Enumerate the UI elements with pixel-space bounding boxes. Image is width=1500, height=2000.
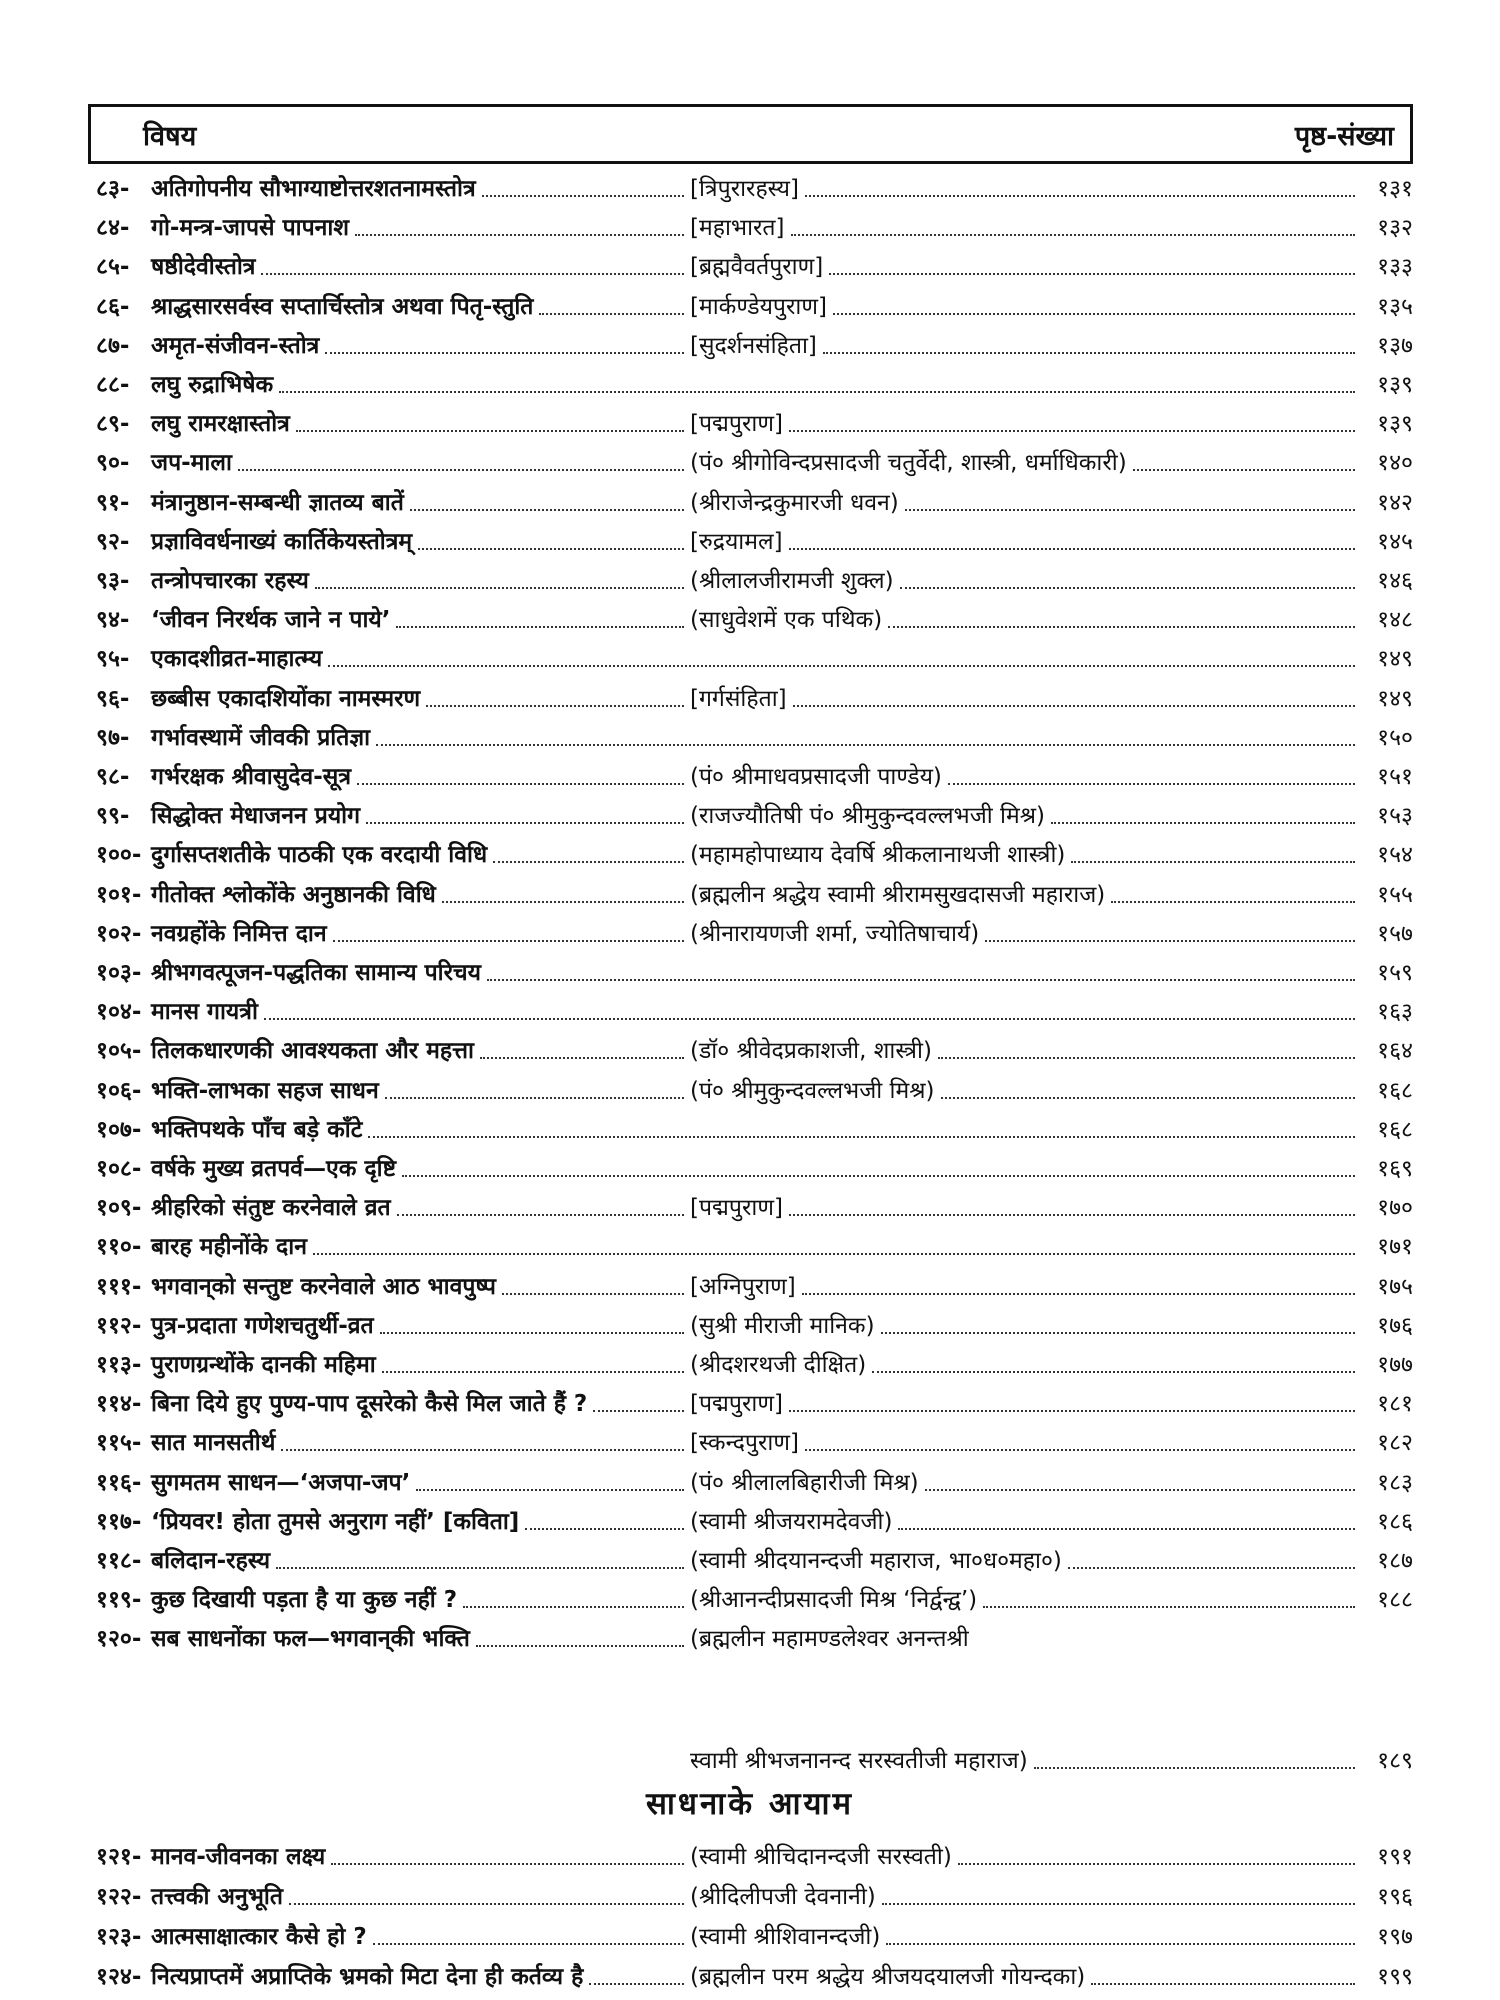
- leader-dots: [493, 861, 684, 863]
- leader-dots: [376, 744, 1355, 746]
- leader-dots: [313, 1253, 1355, 1255]
- entry-page: १३९: [1377, 372, 1413, 398]
- entry-page: १३७: [1377, 332, 1413, 359]
- toc-entry: [96, 556, 1413, 596]
- entry-source: [स्कन्दपुराण]: [690, 1430, 799, 1457]
- entry-source: [ब्रह्मवैवर्तपुराण]: [690, 254, 824, 281]
- leader-dots: [328, 665, 1355, 667]
- entry-title: गो-मन्त्र-जापसे पापनाश: [151, 215, 350, 242]
- entry-title: लघु रामरक्षास्तोत्र: [151, 411, 290, 438]
- leader-dots: [296, 430, 684, 432]
- entry-page: १४५: [1377, 528, 1413, 555]
- entry-title: गर्भरक्षक श्रीवासुदेव-सूत्र: [151, 764, 352, 790]
- entry-number: १२३-: [96, 1924, 142, 1950]
- leader-dots: [1091, 1983, 1355, 1985]
- entry-source: (ब्रह्मलीन परम श्रद्धेय श्रीजयदयालजी गोयन्दका): [690, 1964, 1086, 1990]
- leader-dots: [593, 1410, 684, 1412]
- leader-dots: [829, 273, 1355, 275]
- entry-page: १७५: [1377, 1273, 1413, 1300]
- leader-dots: [442, 901, 684, 903]
- leader-dots: [480, 1057, 684, 1059]
- entry-title: नवग्रहोंके निमित्त दान: [151, 920, 327, 947]
- leader-dots: [397, 1214, 684, 1216]
- leader-dots: [463, 1606, 684, 1608]
- leader-dots: [410, 509, 684, 511]
- toc-entry: [96, 164, 1413, 204]
- entry-source: (पं० श्रीमाधवप्रसादजी पाण्डेय): [690, 764, 942, 790]
- entry-source: [सुदर्शनसंहिता]: [690, 332, 817, 359]
- toc-entry: [96, 242, 1413, 282]
- entry-page: १८७: [1377, 1548, 1413, 1574]
- toc-entry: [96, 321, 1413, 361]
- entry-title: जप-माला: [151, 450, 232, 477]
- leader-dots: [325, 352, 684, 354]
- entry-source: (श्रीदशरथजी दीक्षित): [690, 1352, 867, 1378]
- entry-source: (श्रीदिलीपजी देवनानी): [690, 1884, 876, 1910]
- entry-page: १५४: [1377, 842, 1413, 869]
- leader-dots: [380, 1332, 684, 1334]
- leader-dots: [789, 548, 1355, 550]
- leader-dots: [416, 1489, 684, 1491]
- entry-title: नित्यप्राप्तमें अप्राप्तिके भ्रमको मिटा देना ही कर्तव्य है: [151, 1964, 584, 1990]
- entry-source: (स्वामी श्रीशिवानन्दजी): [690, 1924, 881, 1950]
- entry-number: १२१-: [96, 1844, 142, 1870]
- leader-dots: [886, 1943, 1355, 1945]
- entry-title: मंत्रानुष्ठान-सम्बन्धी ज्ञातव्य बातें: [151, 489, 404, 516]
- leader-dots: [888, 626, 1355, 628]
- leader-dots: [898, 1528, 1355, 1530]
- leader-dots: [373, 1943, 684, 1945]
- toc-entry: [96, 752, 1413, 792]
- leader-dots: [281, 1449, 684, 1451]
- entry-page: १९७: [1377, 1924, 1413, 1950]
- entry-page: १९६: [1377, 1884, 1413, 1910]
- entry-title: तन्त्रोपचारका रहस्य: [151, 568, 309, 594]
- leader-dots: [482, 195, 684, 197]
- leader-dots: [793, 705, 1355, 707]
- entry-number: ८४-: [96, 215, 130, 242]
- entry-number: १०३-: [96, 960, 142, 986]
- entry-number: ९३-: [96, 568, 130, 594]
- leader-dots: [882, 1903, 1355, 1905]
- toc-entry: [96, 1458, 1413, 1498]
- leader-dots: [276, 1567, 684, 1569]
- leader-dots: [1133, 469, 1355, 471]
- entry-source: (राजज्यौतिषी पं० श्रीमुकुन्दवल्लभजी मिश्र): [690, 803, 1046, 830]
- leader-dots: [958, 1863, 1355, 1865]
- toc-entry: [96, 1418, 1413, 1458]
- leader-dots: [366, 822, 684, 824]
- entry-page: १४०: [1377, 450, 1413, 477]
- entry-page: १८६: [1377, 1508, 1413, 1535]
- leader-dots: [983, 1606, 1355, 1608]
- entry-number: ११३-: [96, 1352, 142, 1378]
- leader-dots: [289, 1903, 684, 1905]
- entry-page: १४९: [1377, 685, 1413, 712]
- toc-entry: [96, 1026, 1413, 1066]
- entry-source: (स्वामी श्रीचिदानन्दजी सरस्वती): [690, 1844, 952, 1870]
- entry-number: ९८-: [96, 764, 130, 790]
- entry-title: सुगमतम साधन—‘अजपा-जप’: [151, 1469, 411, 1496]
- leader-dots: [1034, 1767, 1355, 1769]
- entry-number: ११६-: [96, 1469, 142, 1496]
- leader-dots: [502, 1293, 684, 1295]
- toc-entry: [96, 1105, 1413, 1145]
- entry-title: श्रीभगवत्पूजन-पद्धतिका सामान्य परिचय: [151, 960, 481, 986]
- entry-title: ‘प्रियवर! होता तुमसे अनुराग नहीं’ [कविता]: [151, 1508, 520, 1535]
- entry-page: १६४: [1377, 1038, 1413, 1065]
- entry-source: [पद्मपुराण]: [690, 1195, 783, 1222]
- entry-title: मानव-जीवनका लक्ष्य: [151, 1844, 326, 1870]
- entry-page: १८८: [1377, 1587, 1413, 1614]
- entry-source: (स्वामी श्रीदयानन्दजी महाराज, भा०ध०महा०): [690, 1548, 1062, 1574]
- entry-number: १०८-: [96, 1156, 142, 1182]
- header-subject: विषय: [143, 120, 197, 152]
- leader-dots: [355, 234, 684, 236]
- entry-number: ८९-: [96, 411, 130, 438]
- entry-title: मानस गायत्री: [151, 999, 258, 1026]
- entry-title: दुर्गासप्तशतीके पाठकी एक वरदायी विधि: [151, 842, 488, 869]
- entry-page: १५५: [1377, 881, 1413, 908]
- leader-dots: [385, 1097, 684, 1099]
- entry-source: [पद्मपुराण]: [690, 411, 783, 438]
- entry-title: श्रीहरिको संतुष्ट करनेवाले व्रत: [151, 1195, 391, 1222]
- entry-source: [अग्निपुराण]: [690, 1273, 796, 1300]
- entry-number: १०६-: [96, 1077, 142, 1104]
- toc-entry: [96, 203, 1413, 243]
- entry-title: तत्त्वकी अनुभूति: [151, 1884, 283, 1910]
- leader-dots: [279, 391, 1355, 393]
- toc-entry: [96, 1379, 1413, 1419]
- toc-entry: [96, 399, 1413, 439]
- entry-title: एकादशीव्रत-माहात्म्य: [151, 646, 323, 673]
- toc-entry: [96, 438, 1413, 478]
- entry-page: १८१: [1377, 1391, 1413, 1418]
- entry-source: (श्रीनारायणजी शर्मा, ज्योतिषाचार्य): [690, 920, 980, 947]
- entry-number: ८७-: [96, 332, 130, 359]
- toc-entry: [96, 870, 1413, 910]
- entry-title: सब साधनोंका फल—भगवान्‌की भक्ति: [151, 1626, 470, 1653]
- toc-header: [88, 104, 1413, 164]
- entry-title: बलिदान-रहस्य: [151, 1548, 271, 1574]
- leader-dots: [539, 313, 684, 315]
- entry-title: तिलकधारणकी आवश्यकता और महत्ता: [151, 1038, 474, 1065]
- entry-number: १११-: [96, 1273, 142, 1300]
- continuation-source: स्वामी श्रीभजनानन्द सरस्वतीजी महाराज): [690, 1748, 1028, 1774]
- toc-entry: [96, 791, 1413, 831]
- entry-page: १५९: [1377, 960, 1413, 986]
- leader-dots: [264, 1018, 1355, 1020]
- toc-entry: [96, 634, 1413, 674]
- entry-page: १३१: [1377, 176, 1413, 202]
- toc-entry: [96, 1222, 1413, 1262]
- leader-dots: [333, 940, 684, 942]
- leader-dots: [589, 1983, 684, 1985]
- entry-title: भक्तिपथके पाँच बड़े काँटे: [151, 1116, 363, 1143]
- entry-number: ९७-: [96, 724, 130, 751]
- entry-number: ९०-: [96, 450, 130, 477]
- leader-dots: [905, 509, 1355, 511]
- entry-page: १८३: [1377, 1469, 1413, 1496]
- entry-source: (पं० श्रीमुकुन्दवल्लभजी मिश्र): [690, 1077, 935, 1104]
- toc-entry: [96, 360, 1413, 400]
- entry-number: ११८-: [96, 1548, 142, 1574]
- entry-source: (श्रीराजेन्द्रकुमारजी धवन): [690, 489, 899, 516]
- entry-page: १३३: [1377, 254, 1413, 281]
- entry-page: १९१: [1377, 1844, 1413, 1870]
- entry-number: ११५-: [96, 1430, 142, 1457]
- entry-number: १०९-: [96, 1195, 142, 1222]
- entry-title: भगवान्‌को सन्तुष्ट करनेवाले आठ भावपुष्प: [151, 1273, 496, 1300]
- entry-title: बिना दिये हुए पुण्य-पाप दूसरेको कैसे मिल जाते हैं ?: [151, 1391, 588, 1418]
- leader-dots: [525, 1528, 684, 1530]
- toc-entry: [96, 1497, 1413, 1537]
- leader-dots: [238, 469, 684, 471]
- leader-dots: [1068, 1567, 1355, 1569]
- leader-dots: [396, 626, 684, 628]
- entry-number: ११४-: [96, 1391, 142, 1418]
- entry-title: ‘जीवन निरर्थक जाने न पाये’: [151, 607, 391, 634]
- leader-dots: [925, 1489, 1355, 1491]
- toc-entry: [96, 1301, 1413, 1341]
- toc-entry: [96, 282, 1413, 322]
- entry-title: गर्भावस्थामें जीवकी प्रतिज्ञा: [151, 724, 371, 751]
- entry-source: [मार्कण्डेयपुराण]: [690, 293, 827, 320]
- toc-entry: [96, 1262, 1413, 1302]
- toc-entry: [96, 595, 1413, 635]
- leader-dots: [487, 979, 1355, 981]
- leader-dots: [900, 587, 1355, 589]
- entry-number: ११०-: [96, 1234, 142, 1261]
- toc-entry: [96, 1144, 1413, 1184]
- leader-dots: [823, 352, 1355, 354]
- leader-dots: [802, 1293, 1355, 1295]
- entry-title: छब्बीस एकादशियोंका नामस्मरण: [151, 685, 421, 712]
- leader-dots: [948, 783, 1355, 785]
- entry-number: ९१-: [96, 489, 130, 516]
- entry-page: १६३: [1377, 999, 1413, 1026]
- leader-dots: [261, 273, 684, 275]
- entry-page: १३९: [1377, 411, 1413, 438]
- toc-entry: [96, 713, 1413, 753]
- toc-entry: [96, 1066, 1413, 1106]
- entry-number: ९६-: [96, 685, 130, 712]
- leader-dots: [418, 548, 684, 550]
- toc-entry: [96, 478, 1413, 518]
- entry-number: १०७-: [96, 1116, 142, 1143]
- entry-source: (सुश्री मीराजी मानिक): [690, 1312, 875, 1339]
- entry-page: १५३: [1377, 803, 1413, 830]
- entry-title: भक्ति-लाभका सहज साधन: [151, 1077, 379, 1104]
- entry-page: १७०: [1377, 1195, 1413, 1222]
- leader-dots: [941, 1097, 1355, 1099]
- entry-source: [रुद्रयामल]: [690, 528, 783, 555]
- toc-entry: [96, 1952, 1413, 1992]
- entry-page: १३५: [1377, 293, 1413, 320]
- entry-source: (डॉ० श्रीवेदप्रकाशजी, शास्त्री): [690, 1038, 932, 1065]
- leader-dots: [426, 705, 684, 707]
- entry-page: १४६: [1377, 568, 1413, 594]
- toc-entry: [96, 1340, 1413, 1380]
- entry-number: १२४-: [96, 1964, 142, 1990]
- entry-title: श्राद्धसारसर्वस्व सप्तार्चिस्तोत्र अथवा पितृ-स्तुति: [151, 293, 534, 320]
- leader-dots: [805, 1449, 1355, 1451]
- entry-source: (साधुवेशमें एक पथिक): [690, 607, 883, 634]
- entry-title: आत्मसाक्षात्कार कैसे हो ?: [151, 1924, 367, 1950]
- entry-page: १५१: [1377, 764, 1413, 790]
- entry-source: [महाभारत]: [690, 215, 785, 242]
- entry-page: १५०: [1377, 724, 1413, 751]
- toc-entry: [96, 1575, 1413, 1615]
- toc-entry: [96, 1614, 1413, 1654]
- entry-source: (ब्रह्मलीन श्रद्धेय स्वामी श्रीरामसुखदासजी महाराज): [690, 881, 1106, 908]
- entry-number: ९२-: [96, 528, 130, 555]
- entry-source: (पं० श्रीलालबिहारीजी मिश्र): [690, 1469, 919, 1496]
- toc-entry: [96, 1832, 1413, 1872]
- entry-number: ८६-: [96, 293, 130, 320]
- entry-source: (श्रीलालजीरामजी शुक्ल): [690, 568, 894, 594]
- entry-number: ८८-: [96, 372, 130, 398]
- entry-number: १००-: [96, 842, 142, 869]
- leader-dots: [1111, 901, 1355, 903]
- entry-number: ९५-: [96, 646, 130, 673]
- entry-source: (पं० श्रीगोविन्दप्रसादजी चतुर्वेदी, शास्त्री, धर्माधिकारी): [690, 450, 1127, 477]
- entry-number: १०४-: [96, 999, 142, 1026]
- entry-title: सात मानसतीर्थ: [151, 1430, 276, 1457]
- toc-entry: [96, 909, 1413, 949]
- entry-number: ११९-: [96, 1587, 142, 1614]
- leader-dots: [331, 1863, 684, 1865]
- header-page-number: पृष्ठ-संख्या: [1294, 120, 1394, 152]
- leader-dots: [402, 1175, 1355, 1177]
- entry-page: १४८: [1377, 607, 1413, 634]
- toc-entry: [96, 1912, 1413, 1952]
- entry-number: १२२-: [96, 1884, 142, 1910]
- entry-page: १४९: [1377, 646, 1413, 673]
- entry-title: अतिगोपनीय सौभाग्याष्टोत्तरशतनामस्तोत्र: [151, 176, 476, 202]
- toc-entry: [96, 830, 1413, 870]
- toc-entry: [96, 987, 1413, 1027]
- entry-page: १७६: [1377, 1312, 1413, 1339]
- leader-dots: [985, 940, 1355, 942]
- toc-entry: [96, 674, 1413, 714]
- entry-number: ९९-: [96, 803, 130, 830]
- leader-dots: [872, 1371, 1355, 1373]
- entry-title: षष्ठीदेवीस्तोत्र: [151, 254, 256, 281]
- entry-source: (श्रीआनन्दीप्रसादजी मिश्र ‘निर्द्वन्द्व’): [690, 1587, 978, 1614]
- entry-page: १३२: [1377, 215, 1413, 242]
- leader-dots: [938, 1057, 1355, 1059]
- toc-entry: [96, 1872, 1413, 1912]
- entry-title: प्रज्ञाविवर्धनाख्यं कार्तिकेयस्तोत्रम्: [151, 528, 413, 555]
- entry-number: ८३-: [96, 176, 130, 202]
- entry-page: १६८: [1377, 1077, 1413, 1104]
- leader-dots: [805, 195, 1355, 197]
- leader-dots: [368, 1136, 1355, 1138]
- leader-dots: [1071, 861, 1355, 863]
- entry-title: गीतोक्त श्लोकोंके अनुष्ठानकी विधि: [151, 881, 436, 908]
- leader-dots: [791, 234, 1355, 236]
- entry-title: सिद्धोक्त मेधाजनन प्रयोग: [151, 803, 361, 830]
- entry-number: ८५-: [96, 254, 130, 281]
- entry-number: १०५-: [96, 1038, 142, 1065]
- entry-title: बारह महीनोंके दान: [151, 1234, 307, 1261]
- toc-entry: [96, 948, 1413, 988]
- leader-dots: [833, 313, 1355, 315]
- leader-dots: [789, 1410, 1355, 1412]
- entry-title: पुराणग्रन्थोंके दानकी महिमा: [151, 1352, 376, 1378]
- leader-dots: [476, 1645, 684, 1647]
- toc-entry: [96, 517, 1413, 557]
- entry-page: १६९: [1377, 1156, 1413, 1182]
- entry-page: १६८: [1377, 1116, 1413, 1143]
- leader-dots: [357, 783, 684, 785]
- entry-number: ११२-: [96, 1312, 142, 1339]
- toc-entry: [96, 1183, 1413, 1223]
- entry-page: १७१: [1377, 1234, 1413, 1261]
- entry-source: (स्वामी श्रीजयरामदेवजी): [690, 1508, 893, 1535]
- leader-dots: [881, 1332, 1355, 1334]
- entry-number: १०२-: [96, 920, 142, 947]
- entry-number: ९४-: [96, 607, 130, 634]
- toc-continuation: [690, 1736, 1413, 1776]
- entry-source: [पद्मपुराण]: [690, 1391, 783, 1418]
- entry-page: १८२: [1377, 1430, 1413, 1457]
- leader-dots: [1051, 822, 1355, 824]
- entry-title: अमृत-संजीवन-स्तोत्र: [151, 332, 320, 359]
- continuation-page: १८९: [1377, 1748, 1413, 1774]
- entry-page: १४२: [1377, 489, 1413, 516]
- entry-number: १२०-: [96, 1626, 142, 1653]
- entry-page: १७७: [1377, 1352, 1413, 1378]
- entry-number: ११७-: [96, 1508, 142, 1535]
- entry-title: लघु रुद्राभिषेक: [151, 372, 274, 398]
- leader-dots: [789, 430, 1355, 432]
- entry-number: १०१-: [96, 881, 142, 908]
- leader-dots: [789, 1214, 1355, 1216]
- section-title: साधनाके आयाम: [645, 1786, 855, 1822]
- entry-source: (महामहोपाध्याय देवर्षि श्रीकलानाथजी शास्त्री): [690, 842, 1066, 869]
- entry-title: वर्षके मुख्य व्रतपर्व—एक दृष्टि: [151, 1156, 397, 1182]
- toc-entry: [96, 1536, 1413, 1576]
- leader-dots: [382, 1371, 684, 1373]
- entry-page: १९९: [1377, 1964, 1413, 1990]
- entry-source: (ब्रह्मलीन महामण्डलेश्वर अनन्तश्री: [690, 1626, 969, 1653]
- entry-source: [त्रिपुरारहस्य]: [690, 176, 799, 202]
- leader-dots: [315, 587, 684, 589]
- entry-title: पुत्र-प्रदाता गणेशचतुर्थी-व्रत: [151, 1312, 374, 1339]
- entry-source: [गर्गसंहिता]: [690, 685, 787, 712]
- entry-page: १५७: [1377, 920, 1413, 947]
- entry-title: कुछ दिखायी पड़ता है या कुछ नहीं ?: [151, 1587, 458, 1614]
